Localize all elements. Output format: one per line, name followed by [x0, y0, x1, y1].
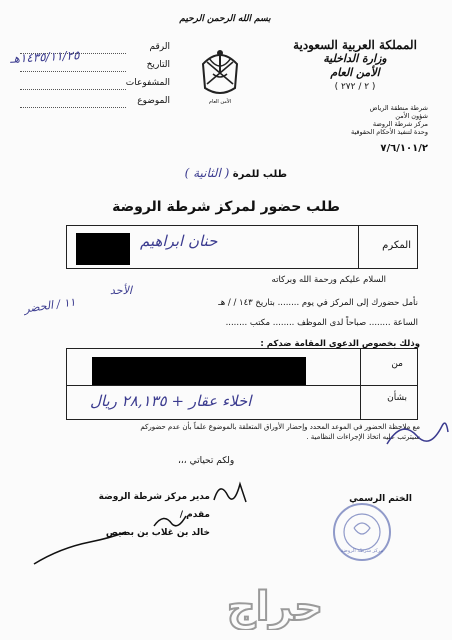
notice-text: [40, 422, 420, 442]
kingdom-title: المملكة العربية السعودية: [293, 38, 417, 52]
rank-label: مقدم /: [179, 510, 210, 520]
letterhead: [280, 38, 430, 94]
sub-line: شؤون الأمن: [395, 112, 428, 120]
meta-label: التاريخ: [146, 60, 170, 70]
signature-flourish: [30, 528, 130, 568]
ministry-title: وزارة الداخلية: [323, 52, 387, 65]
public-security-title: الأمن العام: [330, 66, 380, 79]
request-value: ( الثانية ): [184, 166, 230, 180]
stamp-label: الختم الرسمي: [349, 494, 412, 504]
request-count: [185, 166, 287, 180]
director-title: مدير مركز شرطة الروضة: [98, 492, 210, 502]
redaction-block: [92, 357, 306, 385]
redaction-block: [76, 233, 130, 265]
page-title: طلب حضور لمركز شرطة الروضة: [112, 199, 340, 215]
claim-about-label: بشأن: [387, 393, 407, 403]
recipient-name: حنان ابراهيم: [140, 232, 218, 250]
sub-line: شرطة منطقة الرياض: [369, 104, 428, 112]
meta-row: [20, 78, 170, 96]
sub-line: مركز شرطة الروضة: [372, 120, 428, 128]
handwritten-office: ١١ / الحضر: [23, 295, 77, 316]
recipient-label: المكرم: [382, 240, 411, 251]
handwritten-scribble: [382, 414, 452, 454]
signature-scribble: [210, 476, 250, 506]
official-stamp: [330, 500, 394, 564]
stamp-text: مركز شرطة الروضة: [340, 548, 384, 554]
request-label: طلب للمرة: [232, 169, 287, 180]
notice-line: سيترتب عليه اتخاذ الإجراءات النظامية .: [306, 433, 420, 441]
meta-label: المشفوعات: [125, 78, 170, 88]
haraj-watermark: [160, 580, 390, 630]
letterhead-sub: [288, 104, 428, 136]
meta-row: [20, 96, 170, 114]
claim-subject: اخلاء عقار + ٢٨,١٣٥ ريال: [90, 392, 252, 410]
body-line-time: الساعة ........ صباحاً لدى الموظف ........ مكتب ........: [225, 318, 418, 328]
body-line-claim: وذلك بخصوص الدعوى المقامة ضدكم :: [260, 339, 420, 349]
handwritten-day: الأحد: [110, 284, 132, 297]
emblem-caption: الأمن العام: [208, 99, 232, 105]
basmala: بسم الله الرحمن الرحيم: [179, 14, 271, 24]
body-line-appointment: نأمل حضورك إلى المركز في يوم ........ بتاريخ ١٤٣ / / هـ: [218, 298, 418, 308]
closing-regards: ولكم تحياتي ،،،: [178, 456, 235, 466]
claim-from-label: من: [391, 359, 403, 369]
signature-scribble: [150, 510, 190, 532]
meta-label: الرقم: [149, 42, 170, 52]
header-ref-number: ( ٢ / ٢٧٢ ): [334, 82, 376, 92]
director-name: خالد بن غلاب بن بصيص: [105, 528, 210, 538]
watermark-text: حراج: [226, 584, 324, 630]
saudi-emblem-icon: [195, 44, 245, 100]
notice-line: مع ملاحظة الحضور في الموعد المحدد وإحضار الأوراق المتعلقة بالموضوع علماً بأن عدم حضوركم: [140, 423, 420, 431]
handwritten-date: ١٤٣٥/١١/٢٥هـ: [9, 48, 80, 66]
document-number: ٧/٦/١٠١/٢: [380, 143, 428, 154]
meta-label: الموضوع: [137, 96, 170, 106]
sub-line: وحدة لتنفيذ الأحكام الحقوقية: [350, 128, 428, 136]
greeting: السلام عليكم ورحمة الله وبركاته: [271, 275, 386, 285]
